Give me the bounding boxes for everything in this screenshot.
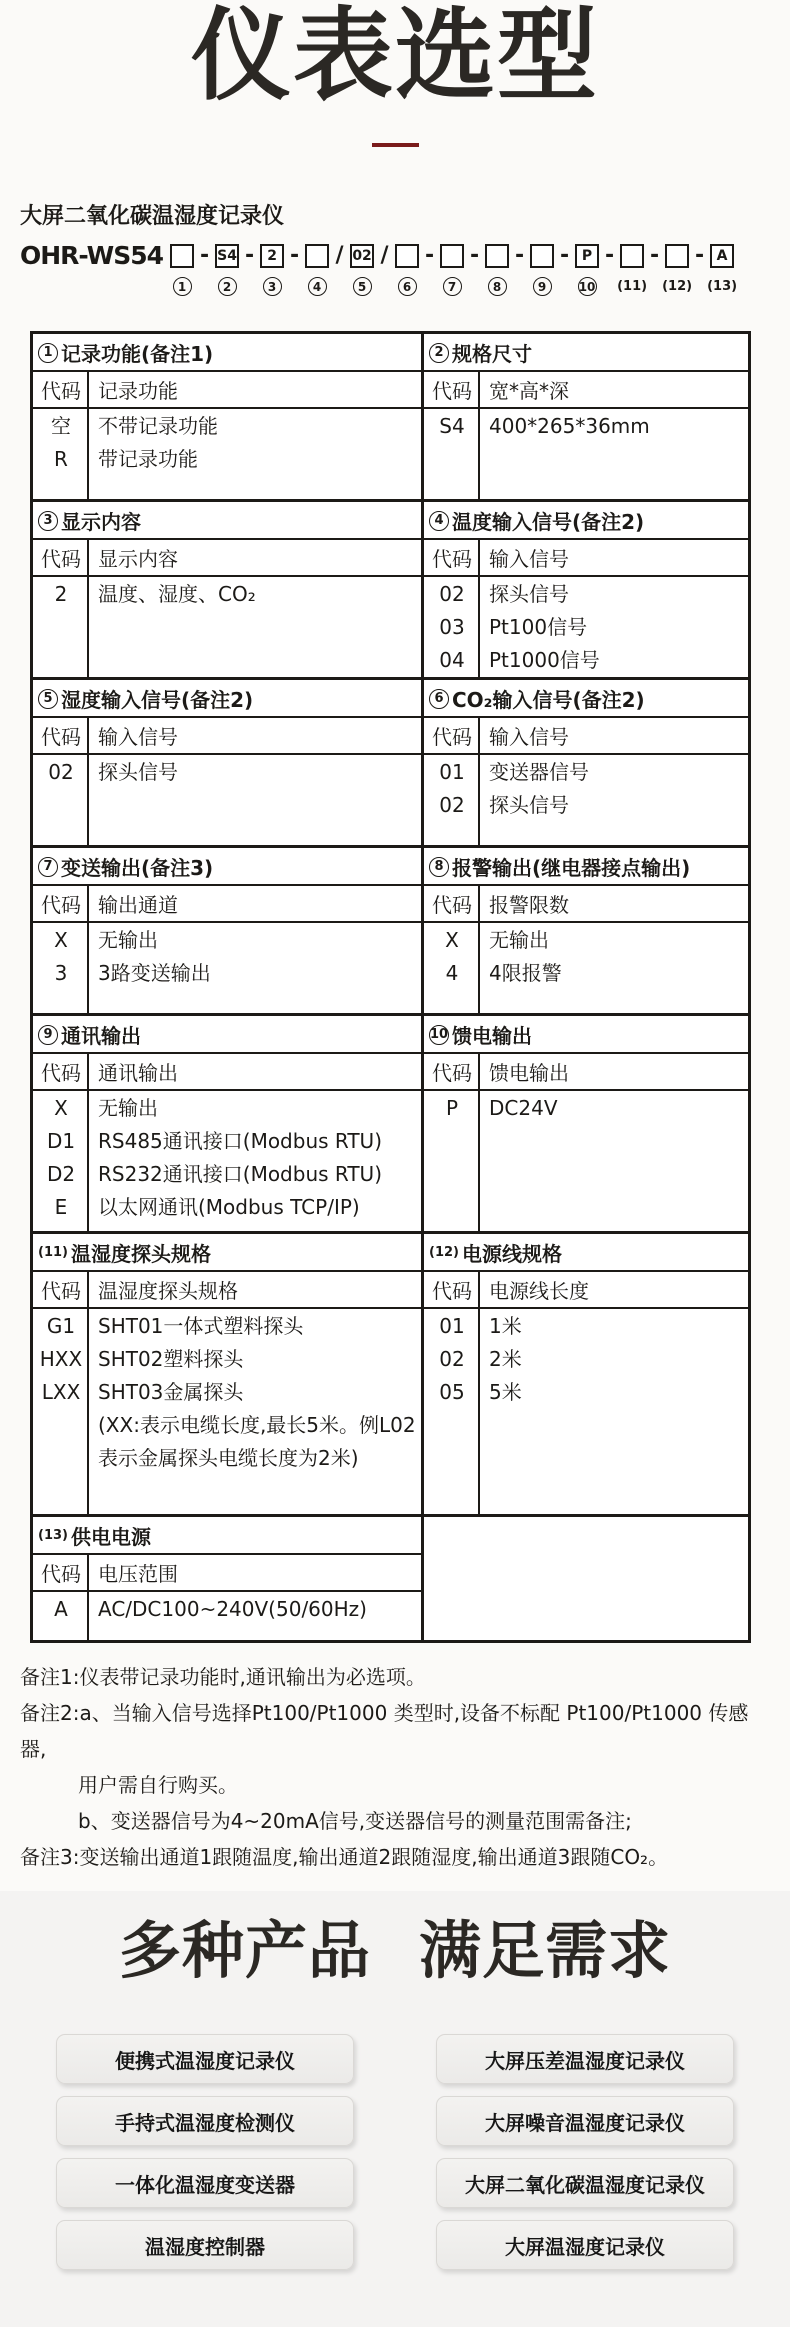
parenthesized-number: (12) bbox=[662, 279, 693, 294]
desc-cell: RS232通讯接口(Modbus RTU) bbox=[98, 1162, 383, 1186]
model-code-box bbox=[440, 244, 464, 268]
product-button[interactable]: 大屏噪音温湿度记录仪 bbox=[436, 2096, 734, 2146]
section-title: 报警输出(继电器接点输出) bbox=[452, 856, 691, 880]
code-cell: 2 bbox=[54, 582, 68, 606]
code-cell: A bbox=[54, 1597, 68, 1621]
circled-number: 9 bbox=[533, 277, 552, 296]
desc-column-header: 输入信号 bbox=[98, 725, 178, 749]
model-position-8 bbox=[485, 243, 530, 297]
code-cell: 01 bbox=[439, 1314, 465, 1338]
section-title: 变送输出(备注3) bbox=[61, 856, 214, 880]
table-section-3 bbox=[33, 502, 421, 677]
model-position-number bbox=[662, 277, 693, 297]
code-cell: 02 bbox=[439, 793, 465, 817]
footer-heading-right: 满足需求 bbox=[419, 1914, 672, 1987]
column-header-row bbox=[424, 540, 748, 577]
column-header-row bbox=[424, 1272, 748, 1309]
desc-cell: 无输出 bbox=[98, 928, 158, 952]
note-line: 用户需自行购买。 bbox=[78, 1773, 238, 1797]
section-header bbox=[33, 680, 421, 718]
table-row bbox=[424, 1343, 748, 1376]
desc-cell: DC24V bbox=[489, 1096, 558, 1120]
code-cell: X bbox=[54, 928, 68, 952]
desc-column-header: 通讯输出 bbox=[98, 1061, 178, 1085]
table-row bbox=[424, 644, 748, 677]
table-row bbox=[424, 789, 748, 822]
table-band-3 bbox=[33, 677, 748, 845]
desc-cell: 5米 bbox=[489, 1380, 522, 1404]
circled-number: 7 bbox=[38, 857, 58, 877]
desc-column-header: 显示内容 bbox=[98, 547, 178, 571]
selection-table bbox=[30, 331, 751, 1643]
code-cell: LXX bbox=[41, 1380, 81, 1404]
desc-cell: 探头信号 bbox=[98, 760, 178, 784]
section-title: 记录功能(备注1) bbox=[61, 342, 214, 366]
column-header-row bbox=[33, 1272, 421, 1309]
table-section-7 bbox=[33, 848, 421, 1013]
table-row bbox=[424, 611, 748, 644]
note-line: 备注1:仪表带记录功能时,通讯输出为必选项。 bbox=[20, 1665, 426, 1689]
desc-cell: Pt1000信号 bbox=[489, 648, 600, 672]
table-row bbox=[424, 756, 748, 789]
code-column-header: 代码 bbox=[432, 725, 472, 749]
column-divider bbox=[87, 1272, 89, 1514]
model-position-13 bbox=[707, 243, 738, 297]
model-position-number bbox=[707, 277, 738, 297]
code-cell: 02 bbox=[48, 760, 74, 784]
product-button[interactable]: 一体化温湿度变送器 bbox=[56, 2158, 354, 2208]
circled-number: 2 bbox=[429, 343, 449, 363]
footer-section bbox=[0, 1891, 790, 2327]
section-title: 温度输入信号(备注2) bbox=[452, 510, 645, 534]
model-separator: - bbox=[424, 242, 435, 268]
section-header bbox=[33, 502, 421, 540]
model-separator: / bbox=[335, 242, 344, 268]
model-position-number bbox=[395, 277, 419, 297]
circled-number: 3 bbox=[263, 277, 282, 296]
table-row bbox=[424, 578, 748, 611]
model-code-box bbox=[395, 244, 419, 268]
model-position-1 bbox=[170, 243, 215, 297]
table-row bbox=[33, 578, 421, 611]
desc-column-header: 记录功能 bbox=[98, 379, 178, 403]
table-row bbox=[424, 1376, 748, 1409]
desc-cell: 1米 bbox=[489, 1314, 522, 1338]
code-cell: 4 bbox=[445, 961, 459, 985]
product-button[interactable]: 大屏温湿度记录仪 bbox=[436, 2220, 734, 2270]
table-band-4 bbox=[33, 845, 748, 1013]
table-row bbox=[33, 924, 421, 957]
table-row bbox=[33, 1376, 421, 1409]
section-title: 通讯输出 bbox=[61, 1024, 141, 1048]
table-section-6 bbox=[421, 680, 748, 845]
circled-number: 9 bbox=[38, 1025, 58, 1045]
desc-column-header: 输入信号 bbox=[489, 725, 569, 749]
desc-cell: 以太网通讯(Modbus TCP/IP) bbox=[98, 1195, 360, 1219]
table-row bbox=[424, 410, 748, 443]
table-band-2 bbox=[33, 499, 748, 677]
section-header bbox=[424, 848, 748, 886]
table-section-1 bbox=[33, 334, 421, 499]
footer-heading bbox=[0, 1901, 790, 1990]
column-divider bbox=[478, 718, 480, 845]
column-divider bbox=[478, 1272, 480, 1514]
code-cell: HXX bbox=[39, 1347, 83, 1371]
model-code-box bbox=[485, 244, 509, 268]
model-position-number bbox=[617, 277, 648, 297]
section-header bbox=[33, 1517, 421, 1555]
table-band-5 bbox=[33, 1013, 748, 1231]
product-button[interactable]: 便携式温湿度记录仪 bbox=[56, 2034, 354, 2084]
section-header bbox=[33, 1234, 421, 1272]
model-position-2 bbox=[215, 243, 260, 297]
desc-column-header: 输出通道 bbox=[98, 893, 178, 917]
model-position-10 bbox=[575, 243, 620, 297]
section-header bbox=[424, 680, 748, 718]
column-divider bbox=[478, 540, 480, 677]
section-title: 供电电源 bbox=[70, 1525, 151, 1549]
section-header bbox=[424, 334, 748, 372]
circled-number: 4 bbox=[429, 511, 449, 531]
desc-cell: RS485通讯接口(Modbus RTU) bbox=[98, 1129, 383, 1153]
desc-cell: 温度、湿度、CO₂ bbox=[98, 582, 256, 606]
model-prefix: OHR-WS54 bbox=[20, 241, 164, 270]
page-title: 仪表选型 bbox=[191, 0, 599, 114]
column-header-row bbox=[33, 718, 421, 755]
circled-number: 4 bbox=[308, 277, 327, 296]
model-position-5 bbox=[350, 243, 395, 297]
code-cell: X bbox=[445, 928, 459, 952]
model-position-11 bbox=[617, 242, 665, 297]
desc-cell: 无输出 bbox=[98, 1096, 158, 1120]
column-header-row bbox=[33, 886, 421, 923]
column-divider bbox=[87, 718, 89, 845]
section-header bbox=[424, 1016, 748, 1054]
model-separator: - bbox=[649, 242, 660, 268]
desc-cell: 变送器信号 bbox=[489, 760, 589, 784]
column-header-row bbox=[33, 1054, 421, 1091]
model-separator: - bbox=[244, 242, 255, 268]
table-row bbox=[424, 957, 748, 990]
desc-cell: SHT01一体式塑料探头 bbox=[98, 1314, 304, 1338]
parenthesized-number: (11) bbox=[617, 279, 648, 294]
note-line: b、变送器信号为4~20mA信号,变送器信号的测量范围需备注; bbox=[78, 1809, 632, 1833]
table-row bbox=[33, 1343, 421, 1376]
desc-cell: 探头信号 bbox=[489, 793, 569, 817]
code-cell: 03 bbox=[439, 615, 465, 639]
section-header bbox=[33, 848, 421, 886]
desc-column-header: 电源线长度 bbox=[489, 1279, 589, 1303]
desc-cell: 探头信号 bbox=[489, 582, 569, 606]
product-buttons bbox=[56, 2034, 734, 2270]
circled-number: 10 bbox=[578, 277, 597, 296]
desc-cell: 2米 bbox=[489, 1347, 522, 1371]
model-code-box: A bbox=[710, 244, 734, 268]
table-empty-cell bbox=[421, 1517, 748, 1640]
column-divider bbox=[87, 1054, 89, 1231]
model-separator: - bbox=[469, 242, 480, 268]
code-column-header: 代码 bbox=[41, 893, 81, 917]
desc-cell: Pt100信号 bbox=[489, 615, 588, 639]
code-cell: 05 bbox=[439, 1380, 465, 1404]
section-header bbox=[424, 502, 748, 540]
note-line: 备注3:变送输出通道1跟随温度,输出通道2跟随湿度,输出通道3跟随CO₂。 bbox=[20, 1845, 669, 1869]
column-header-row bbox=[33, 372, 421, 409]
model-separator: - bbox=[694, 242, 705, 268]
section-header bbox=[33, 334, 421, 372]
section-title: 湿度输入信号(备注2) bbox=[61, 688, 254, 712]
table-row bbox=[33, 1593, 421, 1626]
code-cell: E bbox=[54, 1195, 68, 1219]
model-separator: - bbox=[559, 242, 570, 268]
table-row bbox=[33, 957, 421, 990]
parenthesized-number: (13) bbox=[707, 279, 738, 294]
model-code-box: P bbox=[575, 244, 599, 268]
table-row bbox=[424, 1092, 748, 1125]
code-column-header: 代码 bbox=[432, 893, 472, 917]
code-column-header: 代码 bbox=[41, 725, 81, 749]
circled-number: 5 bbox=[38, 689, 58, 709]
model-position-number bbox=[305, 277, 329, 297]
model-code-line bbox=[20, 243, 790, 297]
column-divider bbox=[87, 886, 89, 1013]
parenthesized-number: (11) bbox=[38, 1245, 68, 1260]
code-cell: P bbox=[445, 1096, 459, 1120]
model-position-7 bbox=[440, 243, 485, 297]
table-band-7 bbox=[33, 1514, 748, 1640]
parenthesized-number: (13) bbox=[38, 1528, 68, 1543]
circled-number: 6 bbox=[398, 277, 417, 296]
column-header-row bbox=[424, 372, 748, 409]
code-column-header: 代码 bbox=[41, 1562, 81, 1586]
table-section-12 bbox=[421, 1234, 748, 1514]
model-code-box: 02 bbox=[350, 244, 374, 268]
model-position-number bbox=[575, 277, 599, 297]
column-header-row bbox=[424, 718, 748, 755]
desc-column-header: 馈电输出 bbox=[489, 1061, 569, 1085]
model-code-box: S4 bbox=[215, 244, 239, 268]
model-position-6 bbox=[395, 243, 440, 297]
section-header bbox=[33, 1016, 421, 1054]
section-title: 规格尺寸 bbox=[452, 342, 532, 366]
code-cell bbox=[33, 1409, 89, 1475]
section-title: 显示内容 bbox=[61, 510, 141, 534]
code-cell: X bbox=[54, 1096, 68, 1120]
table-section-2 bbox=[421, 334, 748, 499]
table-row bbox=[33, 1310, 421, 1343]
model-position-number bbox=[350, 277, 374, 297]
table-row bbox=[33, 756, 421, 789]
column-header-row bbox=[33, 1555, 421, 1592]
desc-cell: 不带记录功能 bbox=[98, 414, 218, 438]
model-position-9 bbox=[530, 243, 575, 297]
table-section-9 bbox=[33, 1016, 421, 1231]
column-header-row bbox=[33, 540, 421, 577]
model-code-box bbox=[530, 244, 554, 268]
product-button[interactable]: 手持式温湿度检测仪 bbox=[56, 2096, 354, 2146]
notes bbox=[20, 1659, 772, 1875]
column-header-row bbox=[424, 1054, 748, 1091]
column-divider bbox=[87, 1555, 89, 1640]
model-code-box bbox=[170, 244, 194, 268]
desc-cell: AC/DC100~240V(50/60Hz) bbox=[98, 1597, 367, 1621]
code-cell: R bbox=[54, 447, 68, 471]
code-cell: 01 bbox=[439, 760, 465, 784]
code-cell: G1 bbox=[46, 1314, 76, 1338]
model-separator: - bbox=[604, 242, 615, 268]
code-cell: S4 bbox=[439, 414, 465, 438]
table-row bbox=[33, 1409, 421, 1475]
model-position-3 bbox=[260, 243, 305, 297]
section-title: 温湿度探头规格 bbox=[70, 1242, 211, 1266]
column-divider bbox=[478, 372, 480, 499]
model-position-number bbox=[260, 277, 284, 297]
table-section-8 bbox=[421, 848, 748, 1013]
code-cell: D1 bbox=[46, 1129, 76, 1153]
section-title: 电源线规格 bbox=[461, 1242, 562, 1266]
column-divider bbox=[478, 1054, 480, 1231]
section-title: CO₂输入信号(备注2) bbox=[452, 688, 645, 712]
desc-column-header: 电压范围 bbox=[98, 1562, 178, 1586]
model-separator: - bbox=[514, 242, 525, 268]
desc-cell: (XX:表示电缆长度,最长5米。例L02表示金属探头电缆长度为2米) bbox=[98, 1413, 416, 1470]
table-band-6 bbox=[33, 1231, 748, 1514]
circled-number: 8 bbox=[488, 277, 507, 296]
code-column-header: 代码 bbox=[41, 1279, 81, 1303]
code-column-header: 代码 bbox=[41, 1061, 81, 1085]
model-position-12 bbox=[662, 242, 710, 297]
circled-number: 1 bbox=[173, 277, 192, 296]
model-code-box bbox=[305, 244, 329, 268]
table-row bbox=[33, 1158, 421, 1191]
circled-number: 7 bbox=[443, 277, 462, 296]
code-column-header: 代码 bbox=[41, 547, 81, 571]
circled-number: 1 bbox=[38, 343, 58, 363]
table-section-4 bbox=[421, 502, 748, 677]
model-separator: - bbox=[199, 242, 210, 268]
desc-cell: SHT02塑料探头 bbox=[98, 1347, 244, 1371]
code-column-header: 代码 bbox=[41, 379, 81, 403]
code-cell: 02 bbox=[439, 582, 465, 606]
circled-number: 6 bbox=[429, 689, 449, 709]
table-row bbox=[33, 443, 421, 476]
note-line: 备注2:a、当输入信号选择Pt100/Pt1000 类型时,设备不标配 Pt100/Pt1000 传感器, bbox=[20, 1701, 749, 1761]
desc-cell: 3路变送输出 bbox=[98, 961, 211, 985]
footer-heading-left: 多种产品 bbox=[118, 1914, 371, 1987]
code-column-header: 代码 bbox=[432, 379, 472, 403]
table-section-5 bbox=[33, 680, 421, 845]
model-position-number bbox=[215, 277, 239, 297]
section-title: 馈电输出 bbox=[452, 1024, 532, 1048]
product-name: 大屏二氧化碳温湿度记录仪 bbox=[20, 204, 285, 229]
circled-number: 10 bbox=[429, 1025, 449, 1045]
model-position-4 bbox=[305, 243, 350, 297]
table-section-11 bbox=[33, 1234, 421, 1514]
code-cell: 04 bbox=[439, 648, 465, 672]
table-section-10 bbox=[421, 1016, 748, 1231]
code-column-header: 代码 bbox=[432, 547, 472, 571]
circled-number: 3 bbox=[38, 511, 58, 531]
code-cell: 空 bbox=[51, 414, 71, 438]
circled-number: 5 bbox=[353, 277, 372, 296]
product-button[interactable]: 大屏二氧化碳温湿度记录仪 bbox=[436, 2158, 734, 2208]
table-row bbox=[33, 410, 421, 443]
table-band-1 bbox=[33, 334, 748, 499]
desc-column-header: 输入信号 bbox=[489, 547, 569, 571]
desc-column-header: 报警限数 bbox=[489, 893, 569, 917]
section-header bbox=[424, 1234, 748, 1272]
table-row bbox=[424, 1310, 748, 1343]
code-column-header: 代码 bbox=[432, 1061, 472, 1085]
circled-number: 2 bbox=[218, 277, 237, 296]
column-header-row bbox=[424, 886, 748, 923]
table-section-13 bbox=[33, 1517, 421, 1640]
desc-column-header: 宽*高*深 bbox=[489, 379, 569, 403]
column-divider bbox=[87, 372, 89, 499]
table-row bbox=[33, 1125, 421, 1158]
column-divider bbox=[478, 886, 480, 1013]
model-position-number bbox=[170, 277, 194, 297]
model-separator: / bbox=[380, 242, 389, 268]
desc-cell: 4限报警 bbox=[489, 961, 562, 985]
product-button[interactable]: 大屏压差温湿度记录仪 bbox=[436, 2034, 734, 2084]
desc-cell: 带记录功能 bbox=[98, 447, 198, 471]
table-row bbox=[33, 1191, 421, 1224]
desc-cell: 无输出 bbox=[489, 928, 549, 952]
model-code-box bbox=[665, 244, 689, 268]
product-button[interactable]: 温湿度控制器 bbox=[56, 2220, 354, 2270]
code-cell: 3 bbox=[54, 961, 68, 985]
code-cell: 02 bbox=[439, 1347, 465, 1371]
code-cell: D2 bbox=[46, 1162, 76, 1186]
model-positions bbox=[170, 242, 738, 297]
table-row bbox=[424, 924, 748, 957]
model-separator: - bbox=[289, 242, 300, 268]
table-row bbox=[33, 1092, 421, 1125]
model-code-box: 2 bbox=[260, 244, 284, 268]
code-column-header: 代码 bbox=[432, 1279, 472, 1303]
model-code-box bbox=[620, 244, 644, 268]
model-position-number bbox=[530, 277, 554, 297]
circled-number: 8 bbox=[429, 857, 449, 877]
desc-cell: 400*265*36mm bbox=[489, 414, 650, 438]
column-divider bbox=[87, 540, 89, 677]
model-position-number bbox=[440, 277, 464, 297]
model-position-number bbox=[485, 277, 509, 297]
desc-column-header: 温湿度探头规格 bbox=[98, 1279, 238, 1303]
title-accent-dash bbox=[372, 143, 419, 147]
parenthesized-number: (12) bbox=[429, 1245, 459, 1260]
desc-cell: SHT03金属探头 bbox=[98, 1380, 244, 1404]
